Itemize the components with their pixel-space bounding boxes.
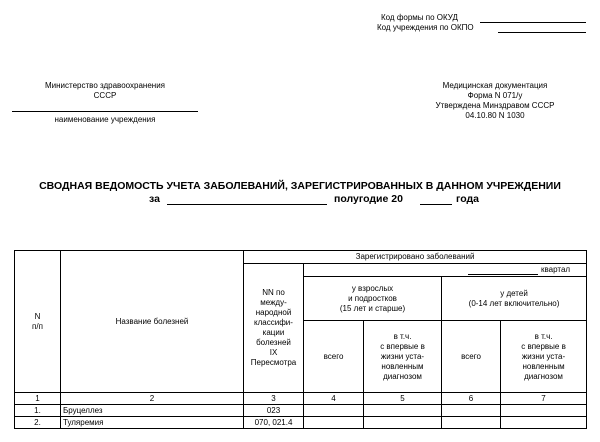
institution-name-field[interactable]: [12, 111, 198, 112]
children-first-time-header: в т.ч. с впервые в жизни уста- новленным диагнозом: [501, 321, 587, 393]
cell-adults-first[interactable]: [364, 405, 442, 417]
children-total-header: всего: [442, 321, 501, 393]
registered-header: Зарегистрировано заболеваний: [244, 251, 587, 264]
cell-adults-total[interactable]: [304, 405, 364, 417]
quarter-header: [304, 264, 587, 277]
document-title: СВОДНАЯ ВЕДОМОСТЬ УЧЕТА ЗАБОЛЕВАНИЙ, ЗАРЕГИСТРИРОВАННЫХ В ДАННОМ УЧРЕЖДЕНИИ: [39, 180, 561, 192]
ministry-line1: Министерство здравоохранения: [45, 81, 165, 90]
row-number: 2.: [15, 417, 61, 429]
cell-adults-total[interactable]: [304, 417, 364, 429]
children-header: у детей (0-14 лет включительно): [442, 277, 587, 321]
col-number: 7: [501, 393, 587, 405]
half-year-field[interactable]: [167, 204, 327, 205]
icd-code: 023: [244, 405, 304, 417]
doc-line3: Утверждена Минздравом СССР: [435, 101, 555, 110]
col-n-header: N п/п: [15, 251, 61, 393]
col-number: 6: [442, 393, 501, 405]
disease-name: Туляремия: [61, 417, 244, 429]
title-za: за: [149, 193, 160, 205]
disease-table: [14, 250, 587, 429]
title-half-year: полугодие 20: [334, 193, 403, 205]
doc-line4: 04.10.80 N 1030: [465, 111, 525, 120]
table-row: [15, 405, 587, 417]
col-number: 4: [304, 393, 364, 405]
quarter-label: квартал: [540, 265, 571, 274]
cell-children-first[interactable]: [501, 417, 587, 429]
year-field[interactable]: [420, 204, 452, 205]
okpo-label: Код учреждения по ОКПО: [377, 23, 474, 32]
okud-field[interactable]: [480, 22, 586, 23]
adults-total-header: всего: [304, 321, 364, 393]
col-number: 5: [364, 393, 442, 405]
adults-first-time-header: в т.ч. с впервые в жизни уста- новленным диагнозом: [364, 321, 442, 393]
col-name-header: Название болезней: [61, 251, 244, 393]
col-number: 2: [61, 393, 244, 405]
icd-header: NN по между- народной классифи- кации болезней IX Пересмотра: [244, 264, 304, 393]
cell-children-total[interactable]: [442, 417, 501, 429]
quarter-field[interactable]: [468, 266, 538, 275]
title-year: года: [456, 193, 480, 205]
ministry-line2: СССР: [93, 91, 117, 100]
column-numbers-row: [15, 393, 587, 405]
institution-caption: наименование учреждения: [54, 115, 156, 124]
row-number: 1.: [15, 405, 61, 417]
col-number: 1: [15, 393, 61, 405]
table-row: [15, 417, 587, 429]
cell-adults-first[interactable]: [364, 417, 442, 429]
icd-code: 070, 021.4: [244, 417, 304, 429]
adults-header: у взрослых и подростков (15 лет и старше): [304, 277, 442, 321]
cell-children-first[interactable]: [501, 405, 587, 417]
doc-line1: Медицинская документация: [442, 81, 548, 90]
okud-label: Код формы по ОКУД: [381, 13, 458, 22]
cell-children-total[interactable]: [442, 405, 501, 417]
okpo-field[interactable]: [498, 32, 586, 33]
disease-name: Бруцеллез: [61, 405, 244, 417]
doc-line2: Форма N 071/у: [467, 91, 523, 100]
col-number: 3: [244, 393, 304, 405]
